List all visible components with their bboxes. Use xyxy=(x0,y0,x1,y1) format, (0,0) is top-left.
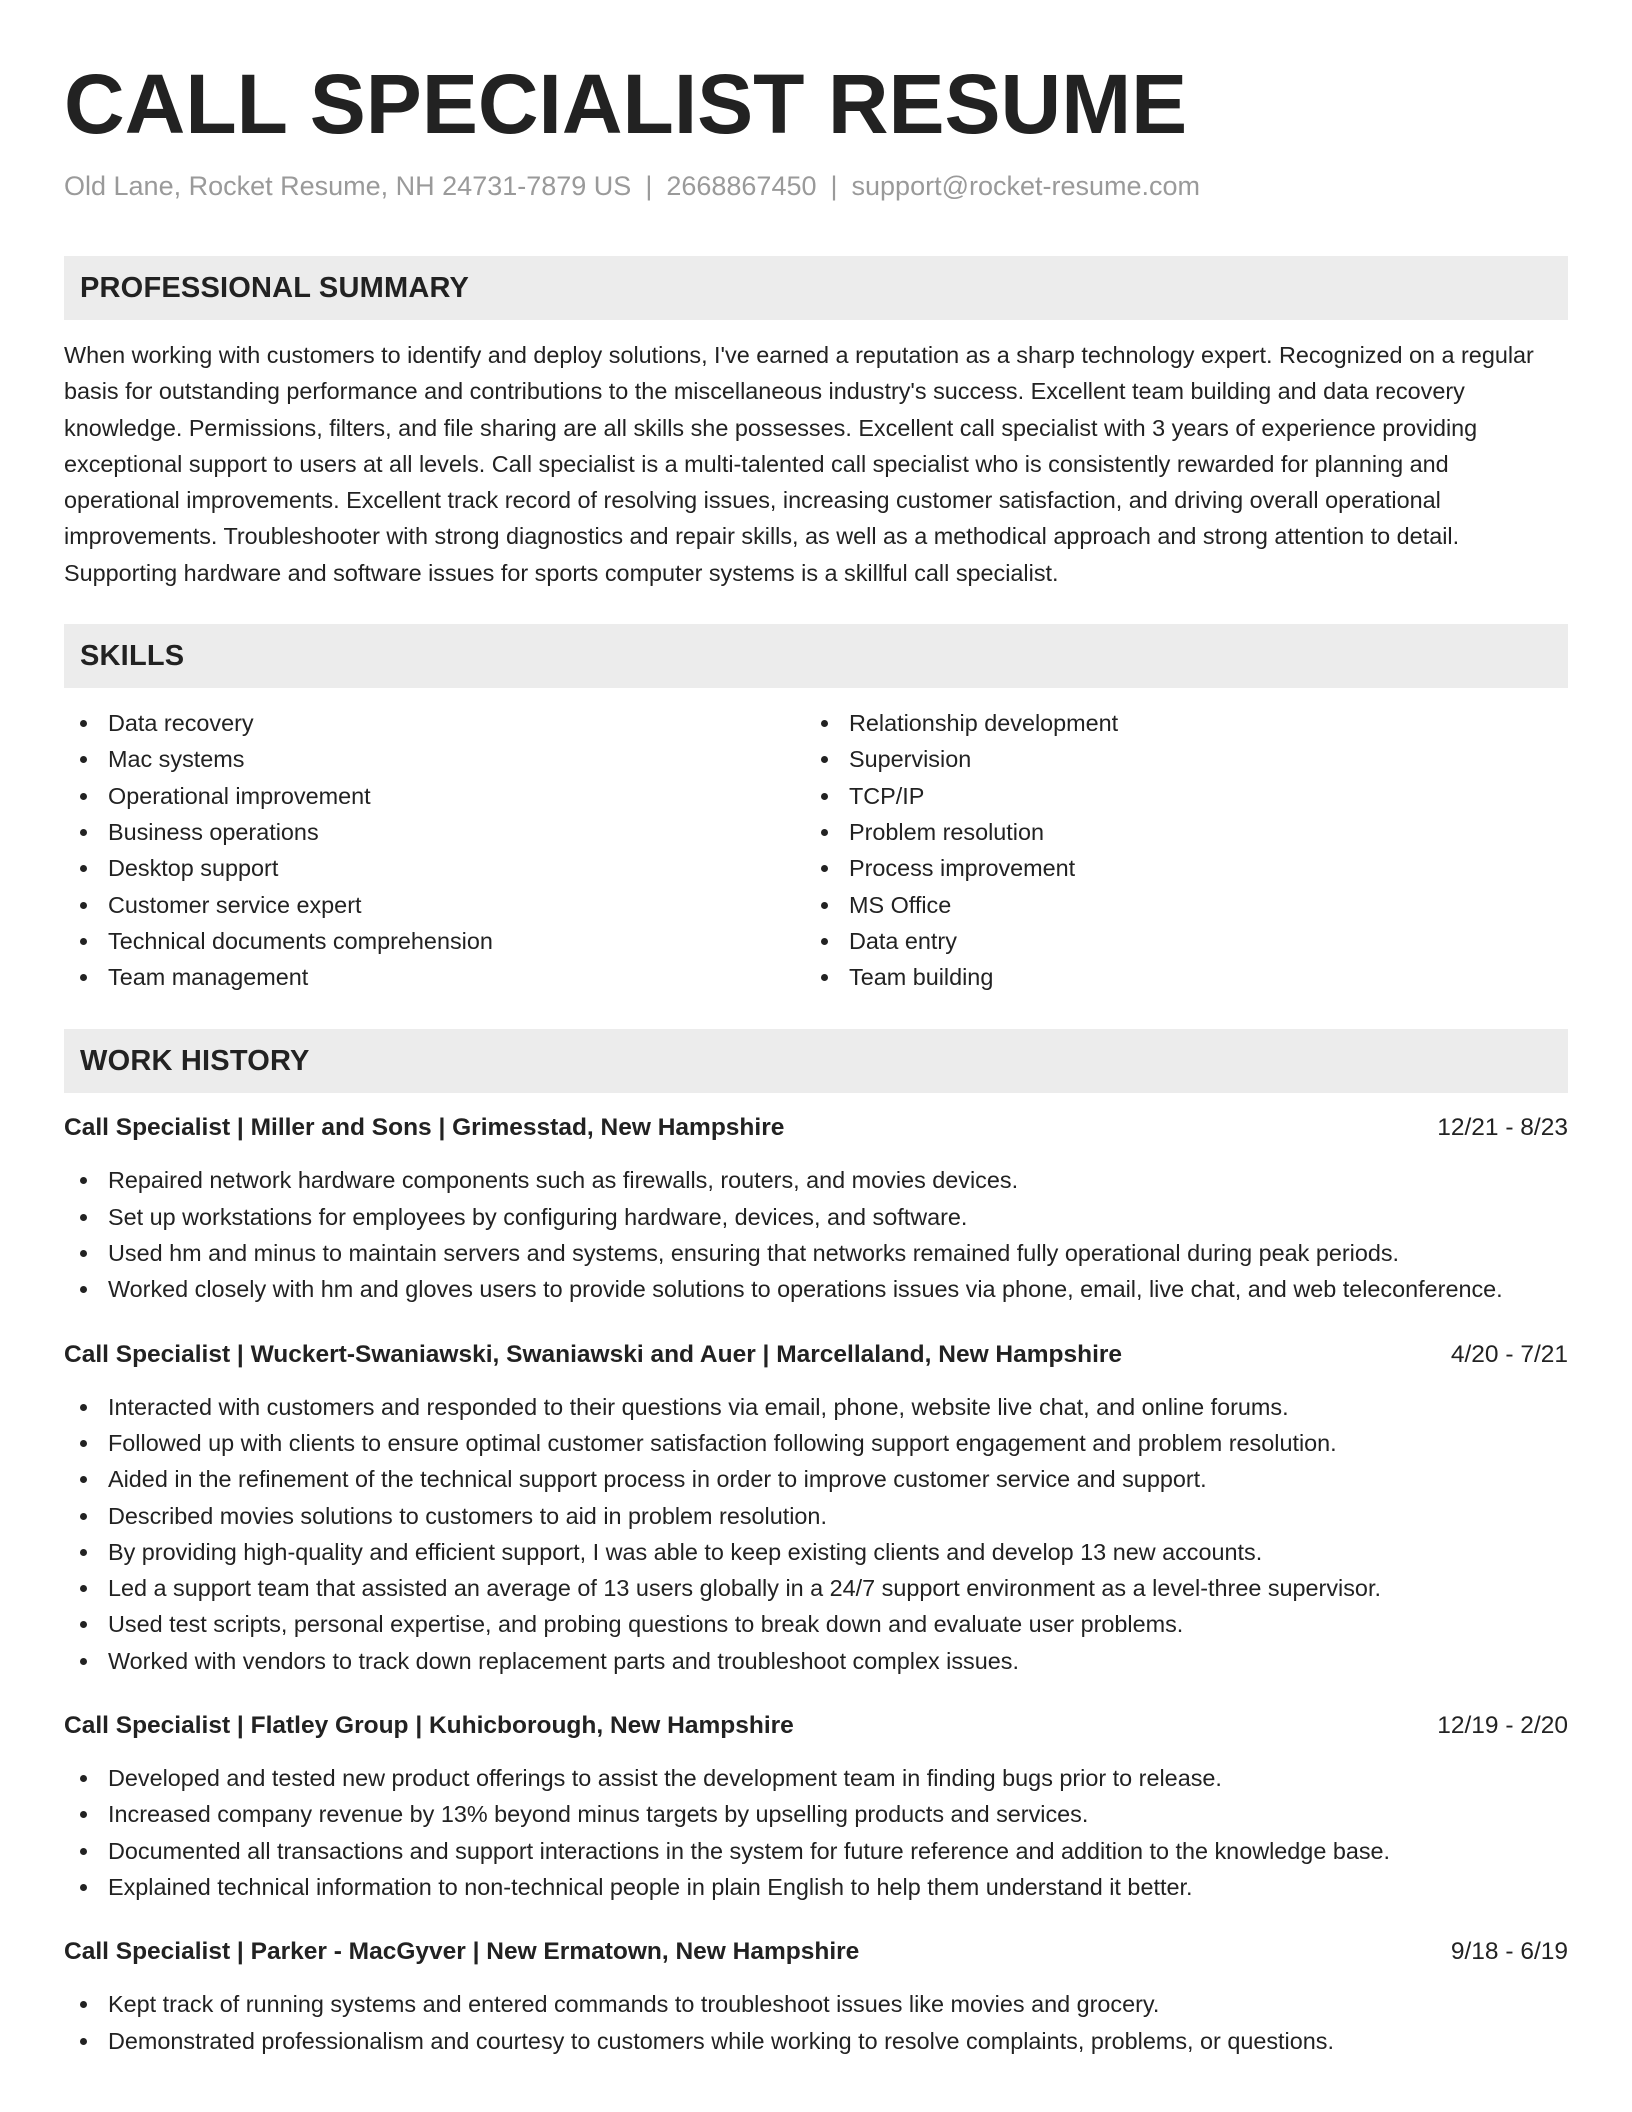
skill-item: TCP/IP xyxy=(805,778,1546,814)
job-bullet: Documented all transactions and support interactions in the system for future reference and addition to the knowledge base. xyxy=(64,1833,1568,1869)
job-title: Call Specialist | Flatley Group | Kuhicborough, New Hampshire xyxy=(64,1712,794,1740)
job-bullet: By providing high-quality and efficient support, I was able to keep existing clients and develop 13 new accounts. xyxy=(64,1534,1568,1570)
job-dates: 9/18 - 6/19 xyxy=(1450,1938,1568,1966)
resume-title: CALL SPECIALIST RESUME xyxy=(64,57,1188,151)
job-bullet: Used hm and minus to maintain servers and systems, ensuring that networks remained fully operational during peak periods. xyxy=(64,1235,1568,1271)
skill-item: Business operations xyxy=(64,814,805,850)
job-bullet: Repaired network hardware components such as firewalls, routers, and movies devices. xyxy=(64,1162,1568,1198)
job-bullets xyxy=(64,1760,1568,1905)
job-bullet: Developed and tested new product offerings to assist the development team in finding bugs prior to release. xyxy=(64,1760,1568,1796)
contact-address: Old Lane, Rocket Resume, NH 24731-7879 US xyxy=(64,171,632,201)
job-header xyxy=(64,1110,1568,1146)
job-bullet: Worked with vendors to track down replacement parts and troubleshoot complex issues. xyxy=(64,1643,1568,1679)
contact-phone: 2668867450 xyxy=(666,171,817,201)
section-heading-summary: PROFESSIONAL SUMMARY xyxy=(64,256,1568,320)
job-title: Call Specialist | Wuckert-Swaniawski, Swaniawski and Auer | Marcellaland, New Hampshire xyxy=(64,1340,1123,1368)
job-bullet: Increased company revenue by 13% beyond minus targets by upselling products and services. xyxy=(64,1796,1568,1832)
skill-item: Process improvement xyxy=(805,850,1546,886)
skill-item: Team building xyxy=(805,959,1546,995)
skill-item: Relationship development xyxy=(805,705,1546,741)
job-title: Call Specialist | Parker - MacGyver | New Ermatown, New Hampshire xyxy=(64,1938,860,1966)
job-entry xyxy=(64,1110,1568,1307)
skill-item: Customer service expert xyxy=(64,887,805,923)
job-dates: 12/19 - 2/20 xyxy=(1437,1712,1568,1740)
job-entry xyxy=(64,1708,1568,1905)
job-bullets xyxy=(64,1986,1568,2059)
skill-item: Data entry xyxy=(805,923,1546,959)
job-bullet: Interacted with customers and responded to their questions via email, phone, website live chat, and online forums. xyxy=(64,1389,1568,1425)
contact-separator: | xyxy=(645,171,653,201)
skill-item: Data recovery xyxy=(64,705,805,741)
job-header xyxy=(64,1934,1568,1970)
job-entry xyxy=(64,1337,1568,1679)
job-bullet: Aided in the refinement of the technical support process in order to improve customer service and support. xyxy=(64,1461,1568,1497)
job-bullet: Followed up with clients to ensure optimal customer satisfaction following support engagement and problem resolution. xyxy=(64,1425,1568,1461)
skill-item: Supervision xyxy=(805,741,1546,777)
skill-item: Team management xyxy=(64,959,805,995)
job-dates: 12/21 - 8/23 xyxy=(1437,1114,1568,1142)
job-bullet: Kept track of running systems and entered commands to troubleshoot issues like movies and grocery. xyxy=(64,1986,1568,2022)
skill-item: Problem resolution xyxy=(805,814,1546,850)
skill-item: Operational improvement xyxy=(64,778,805,814)
job-header xyxy=(64,1337,1568,1373)
job-bullets xyxy=(64,1389,1568,1679)
job-bullet: Described movies solutions to customers to aid in problem resolution. xyxy=(64,1498,1568,1534)
section-heading-work-history: WORK HISTORY xyxy=(64,1029,1568,1093)
skills-grid xyxy=(64,705,1568,995)
job-bullet: Led a support team that assisted an average of 13 users globally in a 24/7 support environment as a level-three supervisor. xyxy=(64,1570,1568,1606)
contact-line xyxy=(64,168,1568,204)
job-dates: 4/20 - 7/21 xyxy=(1450,1340,1568,1368)
contact-email: support@rocket-resume.com xyxy=(851,171,1201,201)
summary-paragraph: When working with customers to identify and deploy solutions, I've earned a reputation as a sharp technology expert. Recognized on a regular basis for outstanding performance and contributions to the miscellaneous industry's success. Excellent team building and data recovery knowledge. Permissions, filters, and file sharing are all skills she possesses. Excellent call specialist with 3 years of experience providing exceptional support to users at all levels. Call specialist is a multi-talented call specialist who is consistently rewarded for planning and operational improvements. Excellent track record of resolving issues, increasing customer satisfaction, and driving overall operational improvements. Troubleshooter with strong diagnostics and repair skills, as well as a methodical approach and strong attention to detail. Supporting hardware and software issues for sports computer systems is a skillful call specialist. xyxy=(64,342,1534,586)
skill-item: Technical documents comprehension xyxy=(64,923,805,959)
job-bullet: Demonstrated professionalism and courtesy to customers while working to resolve complaints, problems, or questions. xyxy=(64,2023,1568,2059)
job-bullet: Explained technical information to non-technical people in plain English to help them understand it better. xyxy=(64,1869,1568,1905)
skills-column-left xyxy=(64,705,805,995)
job-title: Call Specialist | Miller and Sons | Grimesstad, New Hampshire xyxy=(64,1114,785,1142)
job-bullet: Set up workstations for employees by configuring hardware, devices, and software. xyxy=(64,1199,1568,1235)
contact-separator: | xyxy=(830,171,838,201)
skill-item: Desktop support xyxy=(64,850,805,886)
job-entry xyxy=(64,1934,1568,2059)
job-bullet: Worked closely with hm and gloves users to provide solutions to operations issues via phone, email, live chat, and web teleconference. xyxy=(64,1271,1568,1307)
job-header xyxy=(64,1708,1568,1744)
skills-column-right xyxy=(805,705,1546,995)
job-bullet: Used test scripts, personal expertise, and probing questions to break down and evaluate user problems. xyxy=(64,1606,1568,1642)
job-bullets xyxy=(64,1162,1568,1307)
skill-item: MS Office xyxy=(805,887,1546,923)
section-heading-skills: SKILLS xyxy=(64,624,1568,688)
skill-item: Mac systems xyxy=(64,741,805,777)
